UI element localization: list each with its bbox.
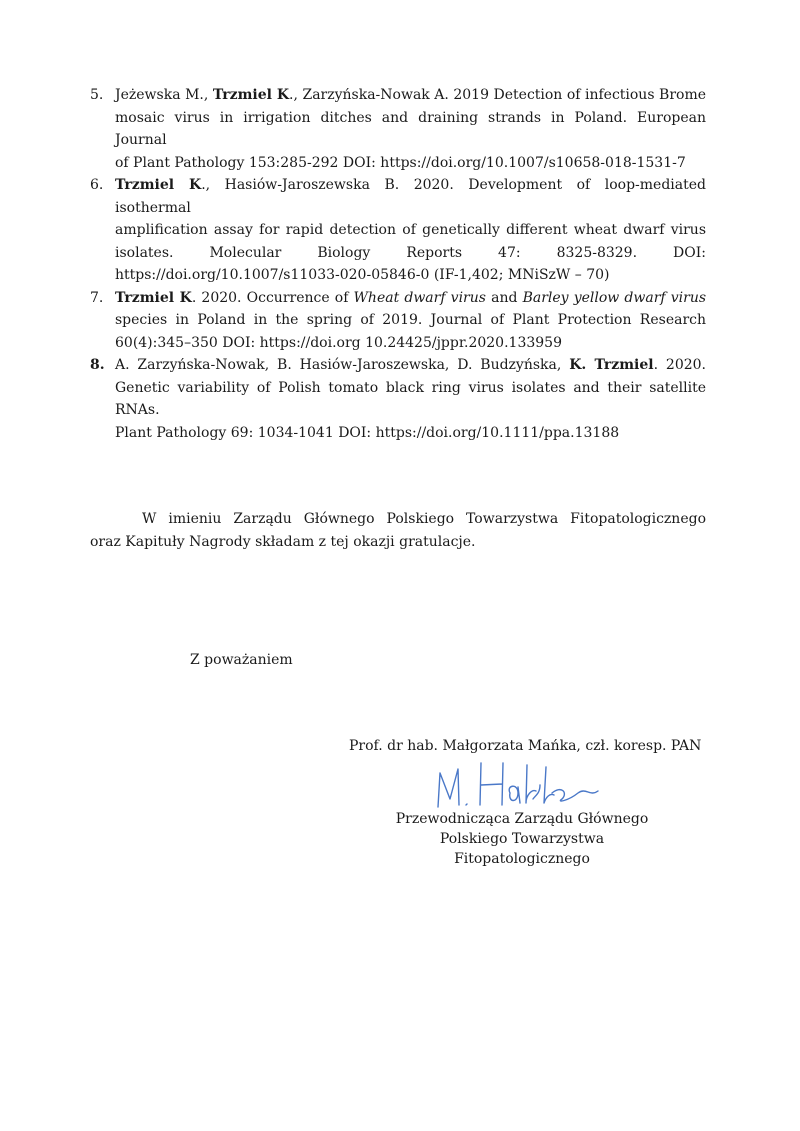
reference-number: 5. <box>90 87 104 103</box>
congratulations-paragraph <box>90 508 706 553</box>
reference-text: species in Poland in the spring of 2019. Journal of Plant Protection Research <box>115 312 706 328</box>
reference-line <box>115 309 706 332</box>
reference-line <box>115 219 706 242</box>
reference-number: 7. <box>90 289 104 306</box>
reference-line <box>115 107 706 152</box>
reference-text: ., Hasiów-Jaroszewska B. 2020. Development of loop-mediated isothermal <box>115 177 706 216</box>
reference-text: Genetic variability of Polish tomato black ring virus isolates and their satellite RNAs. <box>115 379 706 418</box>
publication-list <box>90 84 706 444</box>
role-line-2: Polskiego Towarzystwa Fitopatologicznego <box>439 831 605 867</box>
reference-text: mosaic virus in irrigation ditches and draining strands in Poland. European Journal <box>115 109 706 148</box>
species-name: Wheat dwarf virus <box>353 289 486 306</box>
reference-item <box>90 287 706 355</box>
signer-name: Prof. dr hab. Małgorzata Mańka, czł. koresp. PAN <box>349 738 702 754</box>
reference-line <box>115 332 706 355</box>
species-name: Barley yellow dwarf virus <box>522 289 707 306</box>
reference-text: 60(4):345–350 DOI: https://doi.org 10.24425/jppr.2020.133959 <box>115 334 562 351</box>
paragraph-line-1: W imieniu Zarządu Głównego Polskiego Towarzystwa Fitopatologicznego <box>142 511 706 527</box>
reference-line <box>115 242 706 265</box>
reference-item <box>90 84 706 174</box>
reference-text: A. Zarzyńska-Nowak, B. Hasiów-Jaroszewska, D. Budzyńska, <box>115 357 570 373</box>
reference-text: Plant Pathology 69: 1034-1041 DOI: https://doi.org/10.1111/ppa.13188 <box>115 424 620 441</box>
role-line-1: Przewodnicząca Zarządu Głównego <box>395 811 649 827</box>
reference-text: and <box>485 289 523 306</box>
reference-text: of Plant Pathology 153:285-292 DOI: https://doi.org/10.1007/s10658-018-1531-7 <box>115 154 686 171</box>
handwritten-signature <box>428 755 618 813</box>
reference-line <box>115 152 706 175</box>
reference-item <box>90 174 706 287</box>
reference-text: https://doi.org/10.1007/s11033-020-05846-0 (IF-1,402; MNiSzW – 70) <box>115 267 610 283</box>
reference-text: amplification assay for rapid detection of genetically different wheat dwarf virus <box>115 222 706 238</box>
reference-item <box>90 354 706 444</box>
reference-line <box>115 84 706 107</box>
highlighted-author: Trzmiel K <box>212 87 290 103</box>
reference-text: Jeżewska M., <box>115 87 213 103</box>
closing-salutation: Z poważaniem <box>190 652 293 668</box>
reference-line <box>115 174 706 219</box>
reference-line <box>115 264 706 287</box>
reference-line <box>115 377 706 422</box>
reference-line <box>115 422 706 445</box>
highlighted-author: Trzmiel K <box>115 289 192 306</box>
reference-line <box>115 287 706 310</box>
signer-role <box>382 809 662 869</box>
reference-text: ., Zarzyńska-Nowak A. 2019 Detection of infectious Brome <box>289 87 707 103</box>
reference-text: . 2020. Occurrence of <box>191 289 354 306</box>
reference-number: 8. <box>90 357 105 373</box>
paragraph-line-2: oraz Kapituły Nagrody składam z tej okazji gratulacje. <box>90 533 476 550</box>
reference-line <box>115 354 706 377</box>
reference-number: 6. <box>90 177 104 193</box>
reference-text: isolates. Molecular Biology Reports 47: 8325-8329. DOI: <box>115 244 706 261</box>
highlighted-author: Trzmiel K <box>115 177 202 193</box>
highlighted-author: K. Trzmiel <box>569 357 654 373</box>
reference-text: . 2020. <box>653 357 707 373</box>
